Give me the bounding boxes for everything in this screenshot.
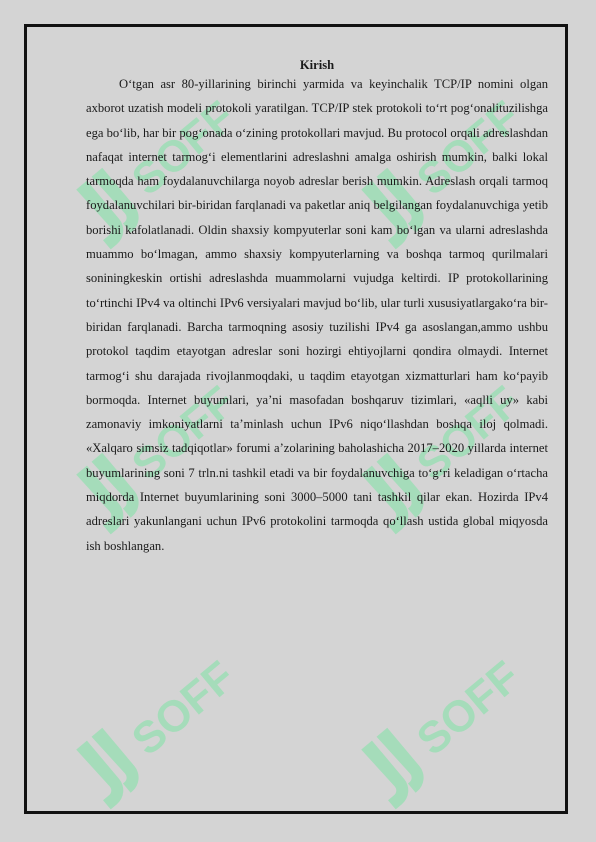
svg-text:SOFF: SOFF [122, 652, 245, 765]
document-content [86, 58, 548, 558]
svg-text:SOFF: SOFF [122, 377, 245, 490]
svg-text:SOFF: SOFF [407, 377, 530, 490]
svg-text:SOFF: SOFF [407, 92, 530, 205]
svg-text:SOFF: SOFF [122, 92, 245, 205]
document-title: Kirish [299, 58, 335, 72]
svg-text:SOFF: SOFF [407, 652, 530, 765]
document-paragraph: O‘tgan asr 80-yillarining birinchi yarmida va keyinchalik TCP/IP nomini olgan axborot uzatish modeli protokoli yaratilgan. TCP/IP stek protokoli to‘rt pog‘onalituzilishga ega bo‘lib, har bir pog‘onada o‘zining protokollari mavjud. Bu protocol orqali adreslashdan nafaqat internet tarmog‘i elementlarini adreslashni amalga oshirish mumkin, balki lokal tarmoqda ham foydalanuvchilarga noyob adreslar berish mumkin. Adreslash orqali tarmoq foydalanuvchilari bir-biridan farqlanadi va paketlar aniq belgilangan foydalanuvchiga yetib borishi kafolatlanadi. Oldin shaxsiy kompyuterlar soni kam bo‘lgan va ularni adreslashda muammo bo‘lmagan, ammo shaxsiy kompyuterlarning va boshqa tarmoq qurilmalari soniningkeskin ortishi adreslashda muammolarni vujudga keltirdi. IP protokollarining to‘rtinchi IPv4 va oltinchi IPv6 versiyalari mavjud bo‘lib, ular turli xususiyatlargako‘ra bir-biridan farqlanadi. Barcha tarmoqning asosiy tuzilishi IPv4 ga asoslangan,ammo ushbu protokol taqdim etayotgan adreslar soni hozirgi ehtiyojlarni qondira olmaydi. Internet tarmog‘i shu darajada rivojlanmoqdaki, u taqdim etayotgan xizmatturlari ham ko‘payib bormoqda. Internet buyumlari, ya’ni masofadan boshqaruv tizimlari, «aqlli uy» kabi zamonaviy imkoniyatlarni ta’minlash uchun IPv6 niqo‘llashdan boshqa iloj qolmadi. «Xalqaro simsiz tadqiqotlar» forumi a’zolarining baholashicha 2017–2020 yillarda internet buyumlarining soni 7 trln.ni tashkil etadi va bir foydalanuvchiga to‘g‘ri keladigan o‘rtacha miqdorda Internet buyumlarining soni 3000–5000 tani tashkil qilar ekan. Hozirda IPv4 adreslari yakunlangani uchun IPv6 protokolini tarmoqda qo‘llash ustida global miqyosda ish boshlangan. [86, 77, 548, 553]
